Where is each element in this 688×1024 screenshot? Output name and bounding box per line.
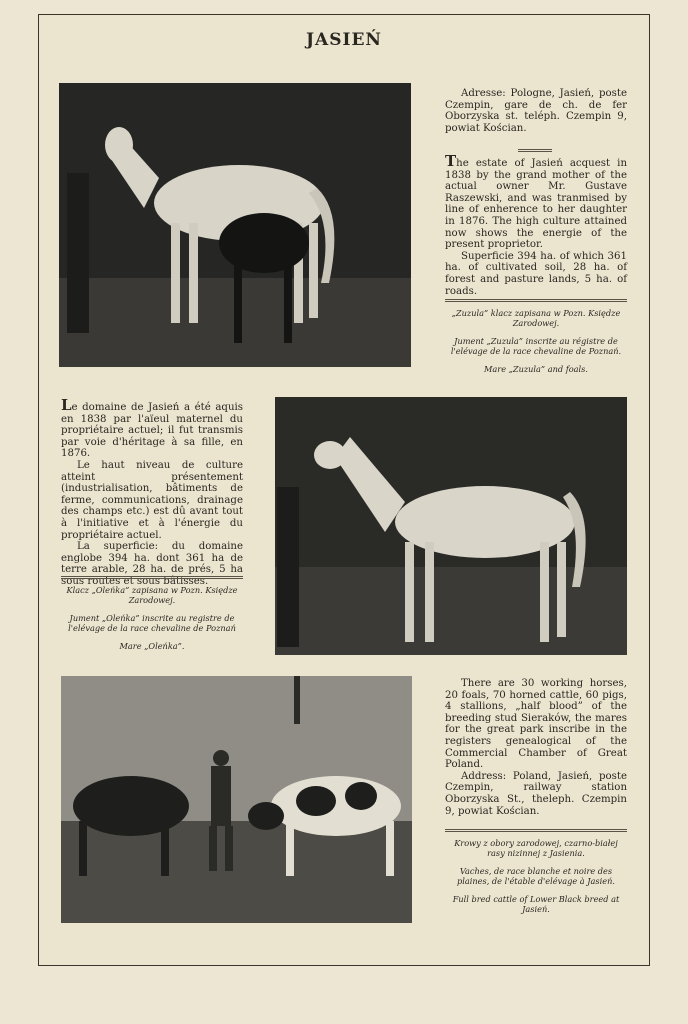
caption-polish: Krowy z obory zarodowej, czarno-białej rasy nizinnej z Jasienia. (454, 838, 618, 858)
stud-english: There are 30 working horses, 20 foals, 70 horned cattle, 60 pigs, 4 stallions, „half blood” of the breeding stud Sieraków, the mares for the great park inscribe in the registers genealogical of the Commercial Chamber of Great Poland. Address: Poland, Jasień, poste Czempin, railway station Oborzyska St., theleph. Czempin 9, powiat Kościan. (445, 678, 627, 817)
caption-english: Mare „Zuzula” and foals. (484, 364, 588, 374)
caption-zuzula (445, 293, 627, 374)
caption-french: Jument „Zuzula” inscrite au régistre de l'elévage de la race chevaline de Poznań. (450, 336, 622, 356)
page-title: JASIEŃ (306, 30, 382, 50)
address-french: Adresse: Pologne, Jasień, poste Czempin, gare de ch. de fer Oborzyska st. teléph. Czempin 9, powiat Kościan. (445, 88, 627, 134)
dropcap: L (61, 396, 72, 414)
photo-cattle (61, 676, 412, 923)
caption-french: Vaches, de race blanche et noire des plaines, de l'étable d'elévage à Jasień. (457, 866, 615, 886)
caption-french: Jument „Oleńka” inscrite au registre de l'elévage de la race chevaline de Poznań (68, 613, 236, 633)
caption-cattle (445, 823, 627, 914)
estate-english: The estate of Jasień acquest in 1838 by the grand mother of the actual owner Mr. Gustave Raszewski, and was tranmised by line of enherence to her daughter in 1876. The high culture attained now shows the energie of the present proprietor. Superficie 394 ha. of which 361 ha. of cultivated soil, 28 ha. of forest and pasture lands, 5 ha. of roads. (445, 152, 627, 297)
caption-english: Full bred cattle of Lower Black breed at Jasień. (452, 894, 620, 914)
caption-olenka (61, 570, 243, 651)
caption-polish: „Zuzula” klacz zapisana w Pozn. Księdze Zarodowej. (451, 308, 621, 328)
photo-mare-olenka (275, 397, 627, 655)
photo-mare-and-foal (59, 83, 411, 367)
dropcap: T (445, 152, 457, 170)
caption-english: Mare „Oleńka”. (119, 641, 185, 651)
estate-french: Le domaine de Jasień a été aquis en 1838 par l'aïeul maternel du propriétaire actuel; il fut transmis par voie d'héritage à sa fille, en 1876. Le haut niveau de culture atteint présentement (industrialisation, bâtiments de ferme, communications, drainage des champs etc.) est dû avant tout à l'initiative et à l'énergie du propriétaire actuel. La superficie: du domaine englobe 394 ha. dont 361 ha de terre arable, 28 ha. de prés, 5 ha sous routes et sous bâtisses. (61, 396, 243, 587)
caption-polish: Klacz „Oleńka” zapisana w Pozn. Księdze Zarodowej. (66, 585, 238, 605)
